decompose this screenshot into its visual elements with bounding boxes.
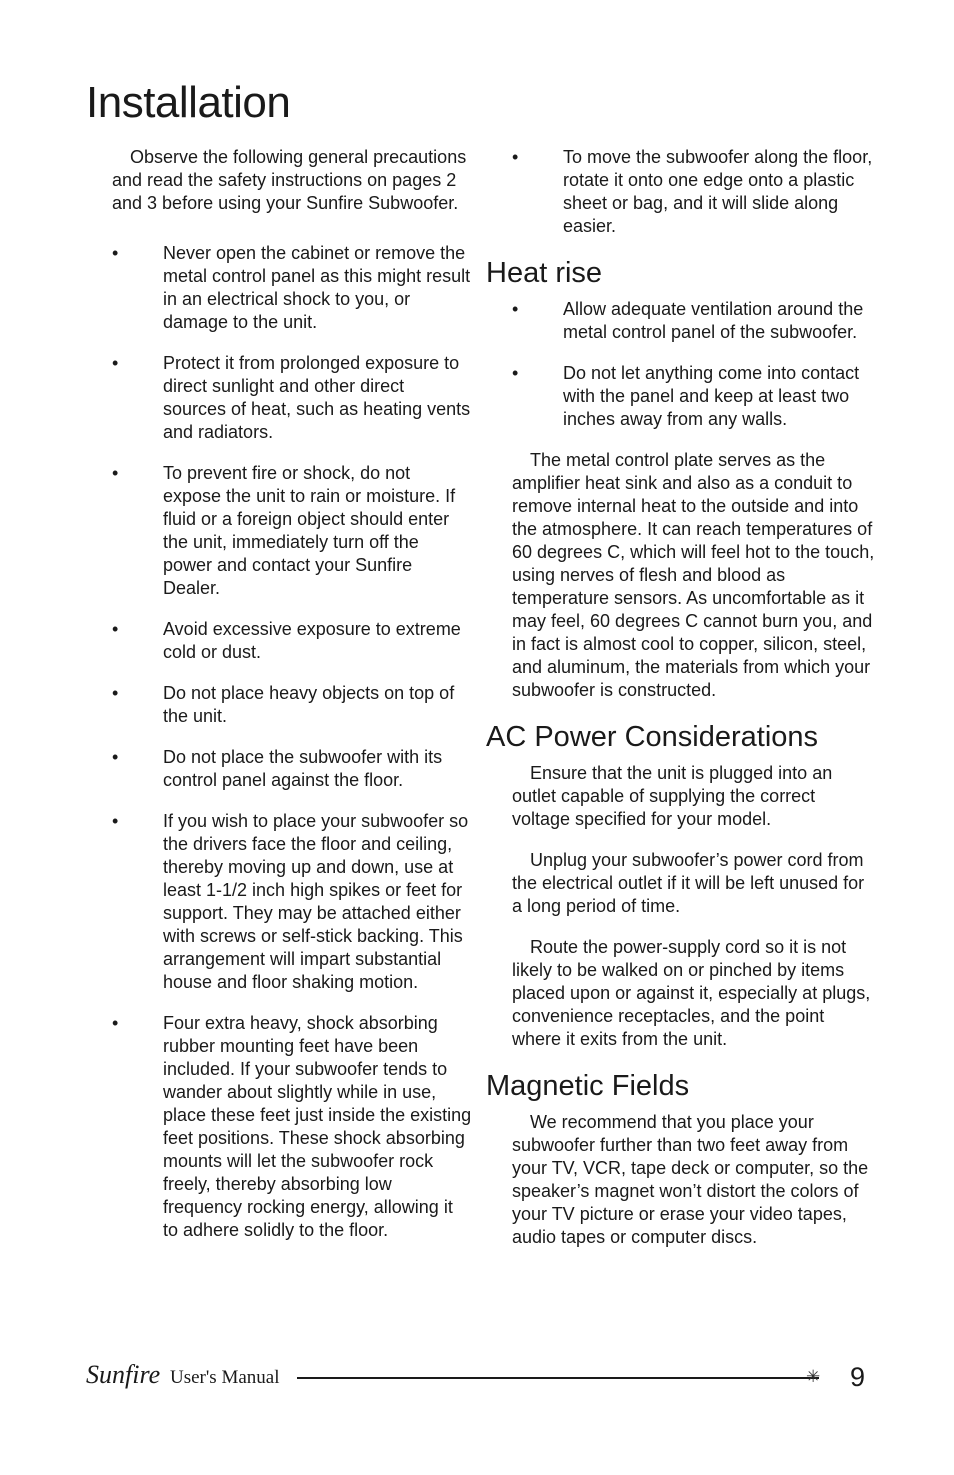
ac-power-paragraph: Route the power-supply cord so it is not likely to be walked on or pinched by items placed upon or against it, especially at plugs, convenience receptacles, and the point where it exits from the unit. (512, 937, 871, 1049)
list-item (112, 352, 472, 444)
heat-rise-heading: Heat rise (486, 257, 603, 289)
list-item-text: Allow adequate ventilation around the metal control panel of the subwoofer. (563, 299, 864, 342)
list-item (112, 1012, 472, 1242)
heat-rise-paragraph: The metal control plate serves as the amplifier heat sink and also as a conduit to remove internal heat to the outside and into the atmosphere. It can reach temperatures of 60 degrees C, which will feel hot to the touch, using nerves of flesh and blood as temperature sensors. As uncomfortable as it may feel, 60 degrees C cannot burn you, and in fact is almost cool to copper, silicon, steel, and aluminum, the materials from which your subwoofer is constructed. (512, 450, 875, 700)
brand-logo: Sunfire (86, 1360, 161, 1389)
bullet-icon: • (112, 1013, 119, 1033)
bullet-icon: • (112, 353, 119, 373)
list-item-text: Four extra heavy, shock absorbing rubber mounting feet have been included. If your subwoofer tends to wander about slightly while in use, place these feet just inside the existing feet positions. These shock absorbing mounts will let the subwoofer rock freely, thereby absorbing low frequency rocking energy, allowing it to adhere solidly to the floor. (163, 1013, 472, 1240)
list-item (112, 682, 472, 728)
list-item (112, 746, 472, 792)
ac-power-heading: AC Power Considerations (486, 721, 819, 753)
list-item (112, 462, 472, 600)
list-item (512, 298, 876, 344)
heat-rise-list (512, 298, 876, 431)
list-item (112, 242, 472, 334)
list-item (512, 146, 876, 238)
list-item-text: Do not place heavy objects on top of the unit. (163, 683, 455, 726)
page-title: Installation (86, 78, 291, 127)
bullet-icon: • (112, 463, 119, 483)
star-icon: ✳ (806, 1367, 821, 1386)
intro-paragraph: Observe the following general precautions and read the safety instructions on pages 2 and 3 before using your Sunfire Subwoofer. (112, 147, 467, 213)
list-item-text: If you wish to place your subwoofer so the drivers face the floor and ceiling, thereby moving up and down, use at least 1-1/2 inch high spikes or feet for support. They may be attached either with screws or self-stick backing. This arrangement will impart substantial house and floor shaking motion. (163, 811, 469, 992)
list-item-text: Do not let anything come into contact with the panel and keep at least two inches away from any walls. (563, 363, 860, 429)
left-column (112, 146, 472, 1260)
list-item-text: Avoid excessive exposure to extreme cold or dust. (163, 619, 461, 662)
list-item (112, 618, 472, 664)
bullet-icon: • (512, 299, 519, 319)
ac-power-paragraph: Ensure that the unit is plugged into an outlet capable of supplying the correct voltage specified for your model. (512, 763, 833, 829)
bullet-icon: • (112, 683, 119, 703)
right-column (486, 146, 876, 1267)
precautions-list (112, 242, 472, 1242)
moving-tip-list (512, 146, 876, 238)
footer-divider (297, 1377, 819, 1379)
list-item-text: Protect it from prolonged exposure to direct sunlight and other direct sources of heat, such as heating vents and radiators. (163, 353, 471, 442)
list-item (512, 362, 876, 431)
bullet-icon: • (112, 243, 119, 263)
list-item-text: To move the subwoofer along the floor, rotate it onto one edge onto a plastic sheet or bag, and it will slide along easier. (563, 147, 873, 236)
page-footer (86, 1360, 868, 1394)
list-item-text: To prevent fire or shock, do not expose the unit to rain or moisture. If fluid or a foreign object should enter the unit, immediately turn off the power and contact your Sunfire Dealer. (163, 463, 456, 598)
ac-power-paragraph: Unplug your subwoofer’s power cord from the electrical outlet if it will be left unused for a long period of time. (512, 850, 865, 916)
list-item (112, 810, 472, 994)
bullet-icon: • (512, 363, 519, 383)
list-item-text: Do not place the subwoofer with its control panel against the floor. (163, 747, 443, 790)
bullet-icon: • (112, 619, 119, 639)
magnetic-fields-paragraph: We recommend that you place your subwoofer further than two feet away from your TV, VCR, tape deck or computer, so the speaker’s magnet won’t distort the colors of your TV picture or erase your video tapes, audio tapes or computer discs. (512, 1112, 869, 1247)
bullet-icon: • (512, 147, 519, 167)
bullet-icon: • (112, 747, 119, 767)
page-number: 9 (850, 1362, 866, 1392)
bullet-icon: • (112, 811, 119, 831)
magnetic-fields-heading: Magnetic Fields (486, 1070, 690, 1102)
manual-label: User's Manual (170, 1367, 280, 1388)
list-item-text: Never open the cabinet or remove the metal control panel as this might result in an electrical shock to you, or damage to the unit. (163, 243, 471, 332)
